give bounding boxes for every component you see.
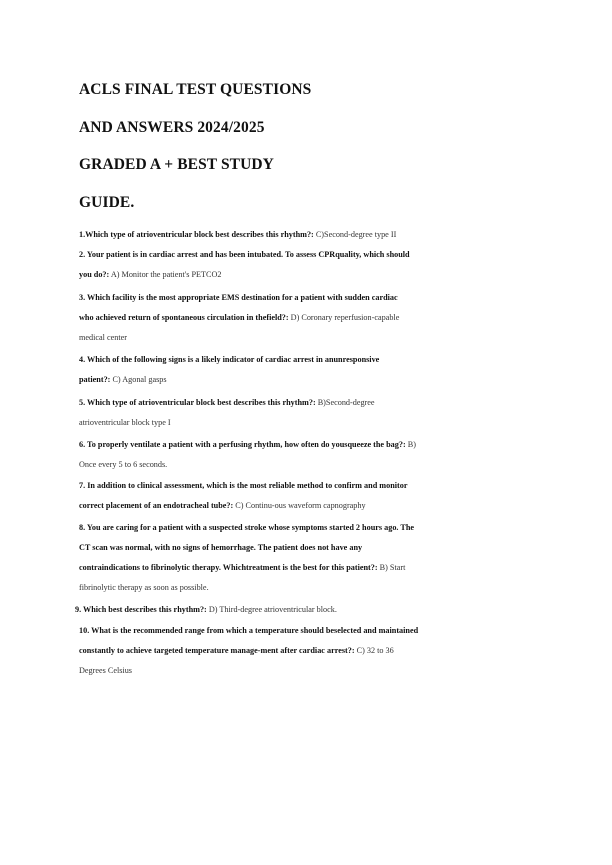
answer-10b: Degrees Celsius xyxy=(79,666,132,675)
question-3-cont xyxy=(79,313,399,323)
answer-5a: B)Second-degree xyxy=(315,398,375,407)
answer-8a: B) Start xyxy=(377,563,406,572)
question-7 xyxy=(79,481,408,491)
question-4 xyxy=(79,355,379,365)
question-4-text-a: 4. Which of the following signs is a likely indicator of cardiac arrest in anunresponsive xyxy=(79,355,380,364)
answer-8-cont xyxy=(79,583,209,593)
answer-10-cont xyxy=(79,666,132,676)
question-2-cont xyxy=(79,270,222,280)
question-10-text-a: 10. What is the recommended range from which a temperature should beselected and maintained xyxy=(79,626,419,635)
question-1 xyxy=(79,230,396,240)
answer-5-cont xyxy=(79,418,171,428)
answer-6-cont xyxy=(79,460,167,470)
answer-6b: Once every 5 to 6 seconds. xyxy=(79,460,168,469)
question-8-cont-1 xyxy=(79,543,362,553)
question-6-text: 6. To properly ventilate a patient with a perfusing rhythm, how often do yousqueeze the bag?: xyxy=(79,440,406,449)
question-5 xyxy=(79,398,375,408)
question-9-text: 9. Which best describes this rhythm?: xyxy=(75,605,207,614)
answer-4: C) Agonal gasps xyxy=(110,375,167,384)
answer-8b: fibrinolytic therapy as soon as possible. xyxy=(79,583,209,592)
answer-3a: D) Coronary reperfusion-capable xyxy=(288,313,400,322)
answer-6a: B) xyxy=(405,440,416,449)
question-6 xyxy=(79,440,416,450)
question-8 xyxy=(79,523,414,533)
question-8-text-b: CT scan was normal, with no signs of hemorrhage. The patient does not have any xyxy=(79,543,363,552)
question-2 xyxy=(79,250,410,260)
question-8-text-c: contraindications to fibrinolytic therapy. Whichtreatment is the best for this patient?: xyxy=(79,563,378,572)
title-line-2: AND ANSWERS 2024/2025 xyxy=(79,119,265,136)
question-7-cont xyxy=(79,501,366,511)
question-7-text-b: correct placement of an endotracheal tube?: xyxy=(79,501,234,510)
title-line-1: ACLS FINAL TEST QUESTIONS xyxy=(79,81,312,98)
answer-2: A) Monitor the patient's PETCO2 xyxy=(109,270,222,279)
answer-1: C)Second-degree type II xyxy=(313,230,397,239)
question-7-text-a: 7. In addition to clinical assessment, which is the most reliable method to confirm and monitor xyxy=(79,481,408,490)
question-3-text-b: who achieved return of spontaneous circulation in thefield?: xyxy=(79,313,289,322)
question-3 xyxy=(79,293,398,303)
question-2-text-b: you do?: xyxy=(79,270,110,279)
answer-3b: medical center xyxy=(79,333,127,342)
answer-7: C) Continu-ous waveform capnography xyxy=(233,501,366,510)
question-5-text: 5. Which type of atrioventricular block best describes this rhythm?: xyxy=(79,398,316,407)
question-1-text: 1.Which type of atrioventricular block best describes this rhythm?: xyxy=(79,230,314,239)
answer-5b: atrioventricular block type I xyxy=(79,418,171,427)
question-8-text-a: 8. You are caring for a patient with a suspected stroke whose symptoms started 2 hours ago. The xyxy=(79,523,415,532)
question-4-cont xyxy=(79,375,167,385)
question-3-text-a: 3. Which facility is the most appropriate EMS destination for a patient with sudden cardiac xyxy=(79,293,398,302)
answer-3-cont xyxy=(79,333,127,343)
question-9 xyxy=(75,605,337,615)
question-2-text-a: 2. Your patient is in cardiac arrest and has been intubated. To assess CPRquality, which should xyxy=(79,250,410,259)
question-10-text-b: constantly to achieve targeted temperature manage-ment after cardiac arrest?: xyxy=(79,646,355,655)
title-line-3: GRADED A + BEST STUDY xyxy=(79,156,274,173)
question-8-cont-2 xyxy=(79,563,405,573)
question-10-cont xyxy=(79,646,394,656)
question-4-text-b: patient?: xyxy=(79,375,111,384)
answer-9: D) Third-degree atrioventricular block. xyxy=(206,605,337,614)
title-line-4: GUIDE. xyxy=(79,194,135,211)
question-10 xyxy=(79,626,418,636)
answer-10a: C) 32 to 36 xyxy=(354,646,394,655)
